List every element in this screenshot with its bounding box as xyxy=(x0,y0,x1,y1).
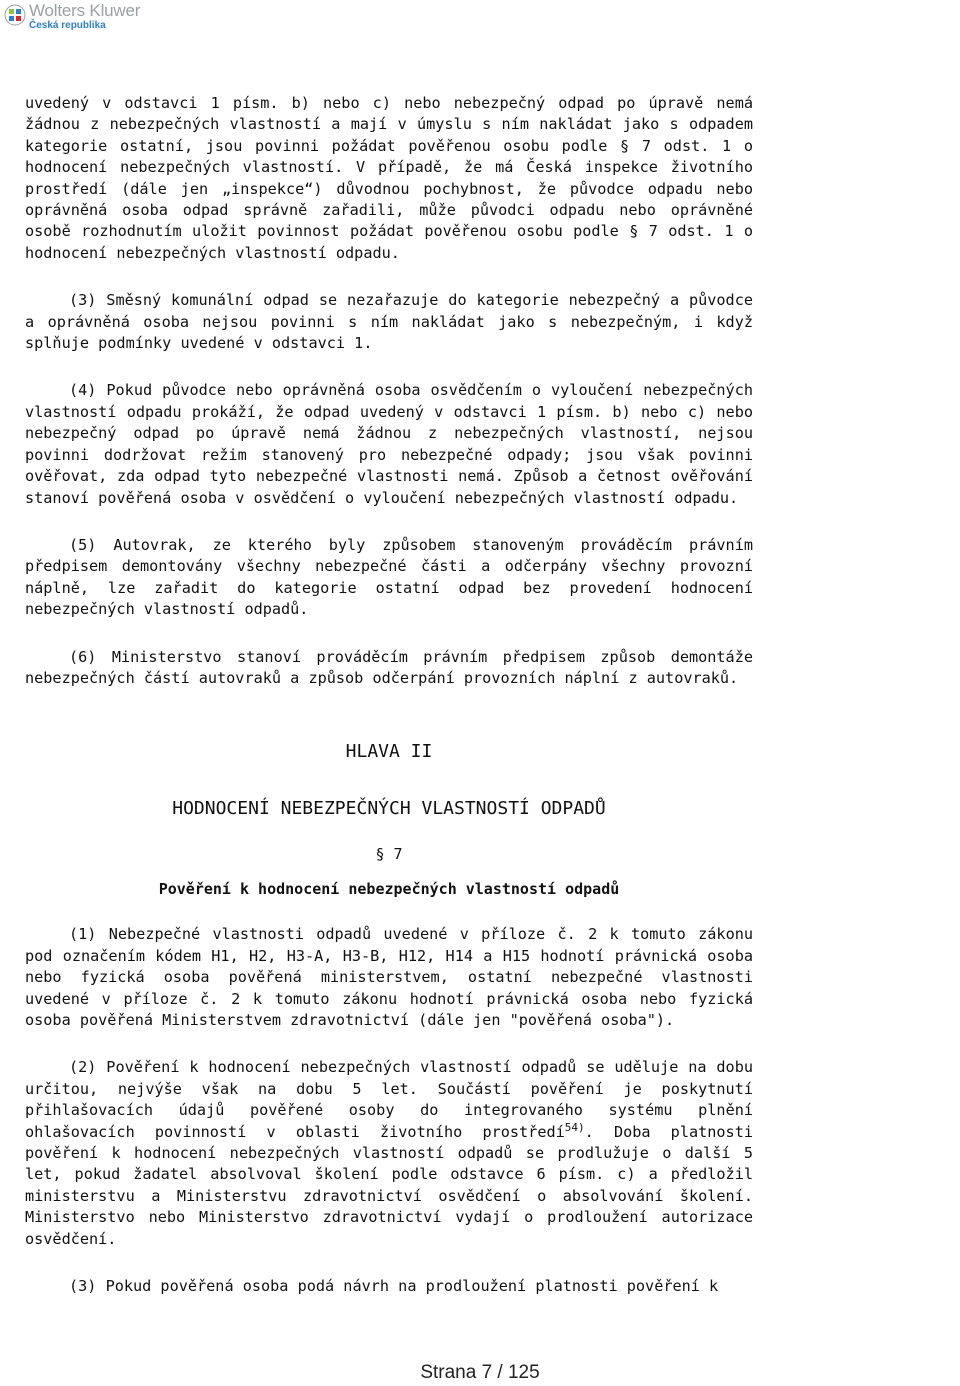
paragraph-3: (3) Směsný komunální odpad se nezařazuje do kategorie nebezpečný a původce a oprávněná osoba nejsou povinni s ním nakládat jako s nebezpečným, i když splňuje podmínky uvedené v odstavci 1. xyxy=(25,291,753,353)
section-number: § 7 xyxy=(375,845,403,864)
wolters-kluwer-logo-icon xyxy=(4,4,26,26)
section-paragraph-2-text-b: . Doba platnosti pověření k hodnocení nebezpečných vlastností odpadů se prodlužuje o další 5 let, pokud žadatel absolvoval školení podle odstavce 6 písm. c) a předložil ministerstvu a Ministerstvu zdravotnictví osvědčení o absolvování školení. Ministerstvo nebo Ministerstvo zdravotnictví vydají o prodloužení autorizace osvědčení. xyxy=(25,1122,753,1248)
paragraph-continued: uvedený v odstavci 1 písm. b) nebo c) nebo nebezpečný odpad po úpravě nemá žádnou z nebezpečných vlastností a mají v úmyslu s ním nakládat jako s odpadem kategorie ostatní, jsou povinni požádat pověřenou osobu podle § 7 odst. 1 o hodnocení nebezpečných vlastností. V případě, že má Česká inspekce životního prostředí (dále jen „inspekce“) důvodnou pochybnost, že původce odpadu nebo oprávněná osoba odpad správně zařadili, může původci odpadu nebo oprávněné osobě rozhodnutím uložit povinnost požádat pověřenou osobu podle § 7 odst. 1 o hodnocení nebezpečných vlastností odpadu. xyxy=(25,94,753,262)
section-paragraph-3: (3) Pokud pověřená osoba podá návrh na prodloužení platnosti pověření k xyxy=(69,1277,719,1296)
section-paragraph-2-text-a: (2) Pověření k hodnocení nebezpečných vlastností odpadů se uděluje na dobu určitou, nejvýše však na dobu 5 let. Součástí pověření je poskytnutí přihlašovacích údajů pověřené osoby do integrovaného systému plnění ohlašovacích povinností v oblasti životního prostředí xyxy=(25,1058,753,1141)
chapter-title: HODNOCENÍ NEBEZPEČNÝCH VLASTNOSTÍ ODPADŮ xyxy=(172,798,606,820)
paragraph-4: (4) Pokud původce nebo oprávněná osoba osvědčením o vyloučení nebezpečných vlastností odpadu prokáží, že odpad uvedený v odstavci 1 písm. b) nebo c) nebo nebezpečný odpad po úpravě nemá žádnou z nebezpečných vlastností, nejsou povinni dodržovat režim stanovený pro nebezpečné odpady; jsou však povinni ověřovat, zda odpad tyto nebezpečné vlastnosti nemá. Způsob a četnost ověřování stanoví pověřená osoba v osvědčení o vyloučení nebezpečných vlastností odpadu. xyxy=(25,381,753,507)
section-title: Pověření k hodnocení nebezpečných vlastností odpadů xyxy=(158,880,620,899)
publisher-logo xyxy=(4,2,140,31)
paragraph-5: (5) Autovrak, ze kterého byly způsobem stanoveným prováděcím právním předpisem demontovány všechny nebezpečné části a odčerpány všechny provozní náplně, lze zařadit do kategorie ostatní odpad bez provedení hodnocení nebezpečných vlastností odpadů. xyxy=(25,535,753,619)
chapter-heading: HLAVA II xyxy=(345,741,433,763)
paragraph-6: (6) Ministerstvo stanoví prováděcím právním předpisem způsob demontáže nebezpečných částí autovraků a způsob odčerpání provozních náplní z autovraků. xyxy=(25,647,753,687)
document-body xyxy=(25,93,753,1297)
section-paragraph-2 xyxy=(25,1057,753,1250)
logo-country-text: Česká republika xyxy=(29,20,106,31)
page-number: Strana 7 / 125 xyxy=(420,1362,540,1383)
section-paragraph-1: (1) Nebezpečné vlastnosti odpadů uvedené v příloze č. 2 k tomuto zákonu pod označením kódem H1, H2, H3-A, H3-B, H12, H14 a H15 hodnotí právnická osoba nebo fyzická osoba pověřená ministerstvem, ostatní nebezpečné vlastnosti uvedené v příloze č. 2 k tomuto zákonu hodnotí právnická osoba nebo fyzická osoba pověřená Ministerstvem zdravotnictví (dále jen "pověřená osoba"). xyxy=(25,925,753,1029)
logo-brand-text: Wolters Kluwer xyxy=(29,1,141,20)
footnote-reference[interactable]: 54) xyxy=(564,1120,585,1134)
